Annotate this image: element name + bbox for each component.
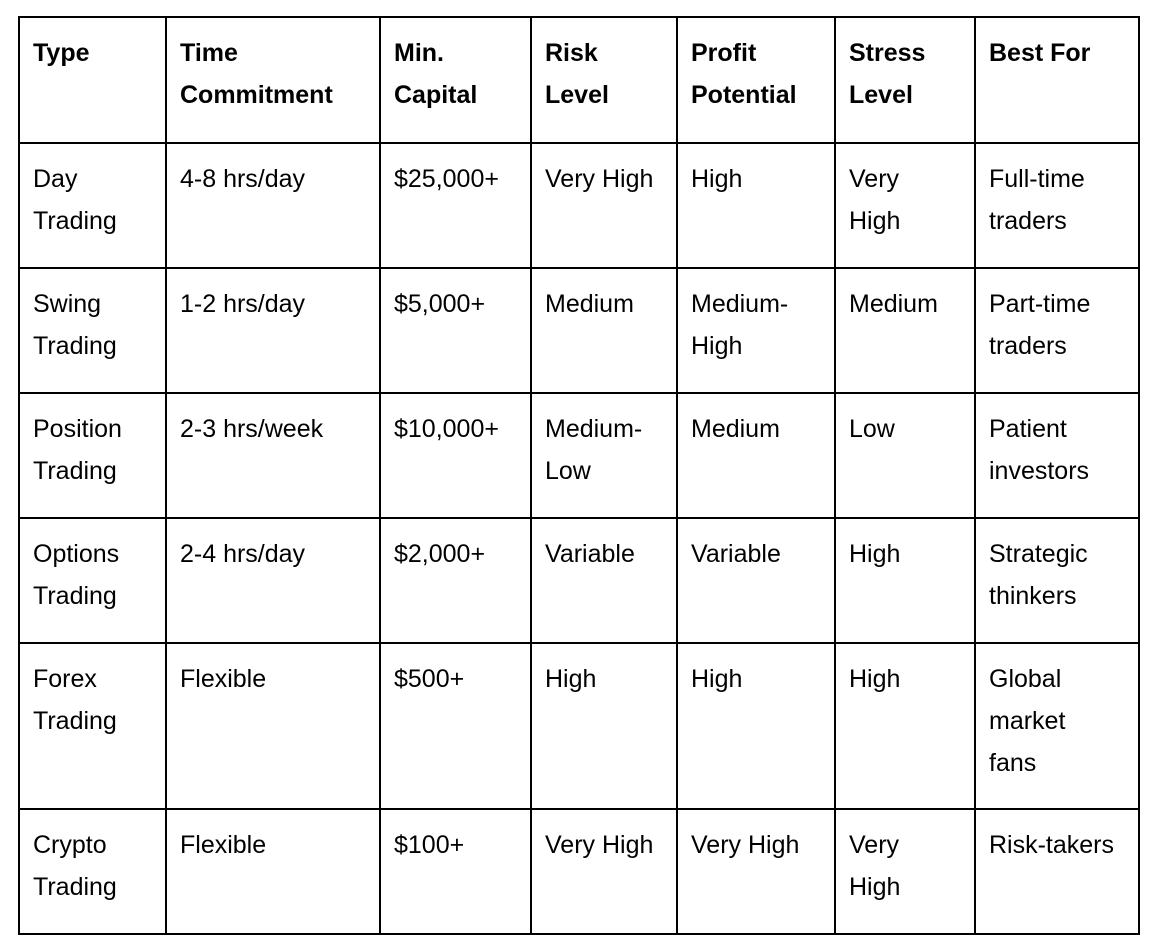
cell-risk-level: [531, 809, 677, 934]
header-cell-best-for: [975, 17, 1139, 143]
header-text-line: Risk: [545, 39, 598, 67]
cell-text-line: Medium-: [545, 415, 643, 443]
cell-text-line: Risk-takers: [989, 831, 1115, 859]
cell-text-line: Trading: [33, 332, 117, 360]
cell-risk-level: [531, 268, 677, 393]
cell-text-line: Very High: [545, 165, 654, 193]
cell-best-for: [975, 518, 1139, 643]
cell-text-line: 2-4 hrs/day: [180, 540, 306, 568]
cell-text-line: Day: [33, 165, 78, 193]
cell-profit-potential: [677, 518, 835, 643]
cell-min-capital: [380, 809, 531, 934]
cell-text-line: High: [691, 665, 743, 693]
cell-min-capital: [380, 643, 531, 809]
cell-text-line: Very High: [691, 831, 800, 859]
cell-text-line: traders: [989, 332, 1067, 360]
cell-min-capital: [380, 518, 531, 643]
header-text-line: Type: [33, 39, 90, 67]
cell-text-line: High: [849, 873, 901, 901]
cell-time-commitment: [166, 518, 380, 643]
cell-text-line: Trading: [33, 873, 117, 901]
table-row: [19, 809, 1139, 934]
cell-text-line: Medium: [849, 290, 938, 318]
cell-text-line: Crypto: [33, 831, 107, 859]
cell-text-line: $25,000+: [394, 165, 499, 193]
cell-text-line: Part-time: [989, 290, 1091, 318]
cell-text-line: $5,000+: [394, 290, 486, 318]
cell-text-line: Very High: [545, 831, 654, 859]
cell-text-line: $100+: [394, 831, 465, 859]
cell-text-line: 4-8 hrs/day: [180, 165, 306, 193]
cell-text-line: Position: [33, 415, 122, 443]
cell-min-capital: [380, 268, 531, 393]
cell-text-line: Swing: [33, 290, 102, 318]
cell-text-line: Flexible: [180, 665, 267, 693]
cell-text-line: Medium: [545, 290, 634, 318]
table-body: [19, 143, 1139, 934]
cell-text-line: Trading: [33, 457, 117, 485]
cell-text-line: High: [691, 165, 743, 193]
cell-type: [19, 518, 166, 643]
cell-time-commitment: [166, 268, 380, 393]
cell-profit-potential: [677, 143, 835, 268]
cell-profit-potential: [677, 809, 835, 934]
cell-text-line: fans: [989, 749, 1037, 777]
cell-text-line: Variable: [691, 540, 781, 568]
cell-profit-potential: [677, 643, 835, 809]
header-cell-time-commitment: [166, 17, 380, 143]
table-header: [19, 17, 1139, 143]
table-row: [19, 643, 1139, 809]
table-row: [19, 268, 1139, 393]
cell-type: [19, 809, 166, 934]
cell-time-commitment: [166, 393, 380, 518]
header-text-line: Potential: [691, 81, 797, 109]
cell-risk-level: [531, 643, 677, 809]
header-row: [19, 17, 1139, 143]
cell-text-line: High: [849, 540, 901, 568]
table-row: [19, 393, 1139, 518]
cell-text-line: Low: [545, 457, 591, 485]
cell-time-commitment: [166, 643, 380, 809]
cell-text-line: Low: [849, 415, 895, 443]
cell-text-line: Very: [849, 165, 900, 193]
cell-text-line: High: [849, 207, 901, 235]
cell-text-line: Medium-: [691, 290, 789, 318]
cell-text-line: High: [691, 332, 743, 360]
cell-text-line: traders: [989, 207, 1067, 235]
cell-text-line: $10,000+: [394, 415, 499, 443]
header-cell-stress-level: [835, 17, 975, 143]
trading-types-table: [18, 16, 1140, 935]
cell-text-line: Options: [33, 540, 120, 568]
cell-time-commitment: [166, 143, 380, 268]
header-text-line: Level: [545, 81, 609, 109]
cell-text-line: Variable: [545, 540, 635, 568]
cell-profit-potential: [677, 393, 835, 518]
cell-text-line: Strategic: [989, 540, 1088, 568]
cell-text-line: Full-time: [989, 165, 1085, 193]
cell-stress-level: [835, 143, 975, 268]
cell-text-line: Trading: [33, 207, 117, 235]
cell-time-commitment: [166, 809, 380, 934]
header-text-line: Commitment: [180, 81, 333, 109]
cell-text-line: Trading: [33, 707, 117, 735]
header-text-line: Time: [180, 39, 238, 67]
header-text-line: Min.: [394, 39, 444, 67]
cell-best-for: [975, 643, 1139, 809]
cell-min-capital: [380, 143, 531, 268]
cell-stress-level: [835, 809, 975, 934]
cell-text-line: Very: [849, 831, 900, 859]
cell-best-for: [975, 268, 1139, 393]
header-text-line: Profit: [691, 39, 757, 67]
cell-min-capital: [380, 393, 531, 518]
cell-text-line: investors: [989, 457, 1090, 485]
cell-stress-level: [835, 518, 975, 643]
cell-text-line: 2-3 hrs/week: [180, 415, 324, 443]
header-cell-type: [19, 17, 166, 143]
header-cell-risk-level: [531, 17, 677, 143]
cell-text-line: Global: [989, 665, 1062, 693]
cell-text-line: Forex: [33, 665, 97, 693]
table-row: [19, 143, 1139, 268]
cell-type: [19, 268, 166, 393]
table-row: [19, 518, 1139, 643]
cell-text-line: $2,000+: [394, 540, 486, 568]
cell-best-for: [975, 393, 1139, 518]
cell-text-line: 1-2 hrs/day: [180, 290, 306, 318]
header-text-line: Level: [849, 81, 913, 109]
cell-risk-level: [531, 143, 677, 268]
cell-risk-level: [531, 393, 677, 518]
cell-best-for: [975, 143, 1139, 268]
cell-type: [19, 393, 166, 518]
cell-text-line: Flexible: [180, 831, 267, 859]
cell-profit-potential: [677, 268, 835, 393]
header-cell-min-capital: [380, 17, 531, 143]
header-text-line: Stress: [849, 39, 926, 67]
cell-text-line: High: [849, 665, 901, 693]
cell-text-line: Trading: [33, 582, 117, 610]
cell-type: [19, 143, 166, 268]
header-cell-profit-potential: [677, 17, 835, 143]
cell-text-line: thinkers: [989, 582, 1077, 610]
cell-text-line: Medium: [691, 415, 780, 443]
cell-best-for: [975, 809, 1139, 934]
cell-risk-level: [531, 518, 677, 643]
cell-text-line: Patient: [989, 415, 1067, 443]
cell-stress-level: [835, 643, 975, 809]
cell-stress-level: [835, 393, 975, 518]
cell-text-line: market: [989, 707, 1066, 735]
header-text-line: Capital: [394, 81, 478, 109]
cell-text-line: $500+: [394, 665, 465, 693]
header-text-line: Best For: [989, 39, 1091, 67]
cell-text-line: High: [545, 665, 597, 693]
cell-stress-level: [835, 268, 975, 393]
cell-type: [19, 643, 166, 809]
